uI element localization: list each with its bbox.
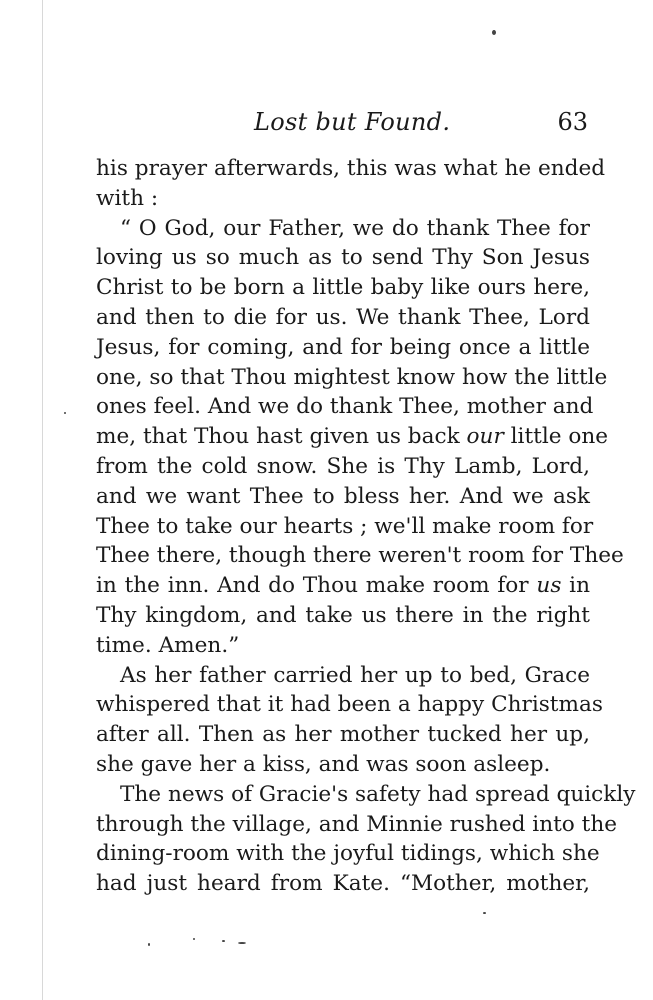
text-line: in the inn. And do Thou make room for us in [96, 573, 590, 599]
text-line: his prayer afterwards, this was what he ended [96, 156, 606, 181]
page-number: 63 [557, 108, 588, 136]
text-line: Thy kingdom, and take us there in the right [96, 602, 590, 628]
text-line: ones feel. And we do thank Thee, mother and [96, 394, 594, 420]
page-header [96, 108, 590, 142]
text-line: one, so that Thou mightest know how the little [96, 364, 608, 390]
text-line: had just heard from Kate. “Mother, mother, [96, 871, 590, 897]
scan-speck [483, 912, 486, 914]
text-line: Jesus, for coming, and for being once a little [96, 334, 590, 360]
text-line: Thee to take our hearts ; we'll make room for [96, 513, 594, 539]
scan-speck [64, 412, 66, 414]
text-line: she gave her a kiss, and was soon asleep. [96, 751, 551, 777]
running-head: Lost but Found. [254, 108, 451, 136]
text-line: and we want Thee to bless her. And we ask [96, 483, 590, 509]
text-line: Thee there, though there weren't room for Thee [96, 543, 624, 569]
text-line: and then to die for us. We thank Thee, Lord [96, 304, 590, 330]
scan-speck [148, 943, 150, 946]
scan-speck [238, 942, 246, 944]
text-line: As her father carried her up to bed, Grace [120, 662, 590, 688]
text-line: loving us so much as to send Thy Son Jesus [96, 245, 590, 271]
text-line: “ O God, our Father, we do thank Thee for [120, 215, 590, 241]
text-line: after all. Then as her mother tucked her up, [96, 722, 590, 748]
scan-speck [193, 938, 195, 940]
text-line: from the cold snow. She is Thy Lamb, Lord, [96, 453, 590, 479]
text-line: dining-room with the joyful tidings, which she [96, 841, 600, 867]
text-line: time. Amen.” [96, 632, 240, 658]
text-line: Christ to be born a little baby like ours here, [96, 275, 590, 301]
body-text [96, 154, 636, 899]
text-line: with : [96, 185, 159, 211]
text-line: through the village, and Minnie rushed into the [96, 811, 618, 837]
text-line: whispered that it had been a happy Christmas [96, 692, 603, 718]
text-line: The news of Gracie's safety had spread quickly [120, 781, 636, 807]
scan-speck [492, 30, 496, 35]
text-line: me, that Thou hast given us back our little one [96, 424, 609, 450]
scan-speck [222, 940, 225, 942]
page-edge-shadow [42, 0, 43, 1000]
